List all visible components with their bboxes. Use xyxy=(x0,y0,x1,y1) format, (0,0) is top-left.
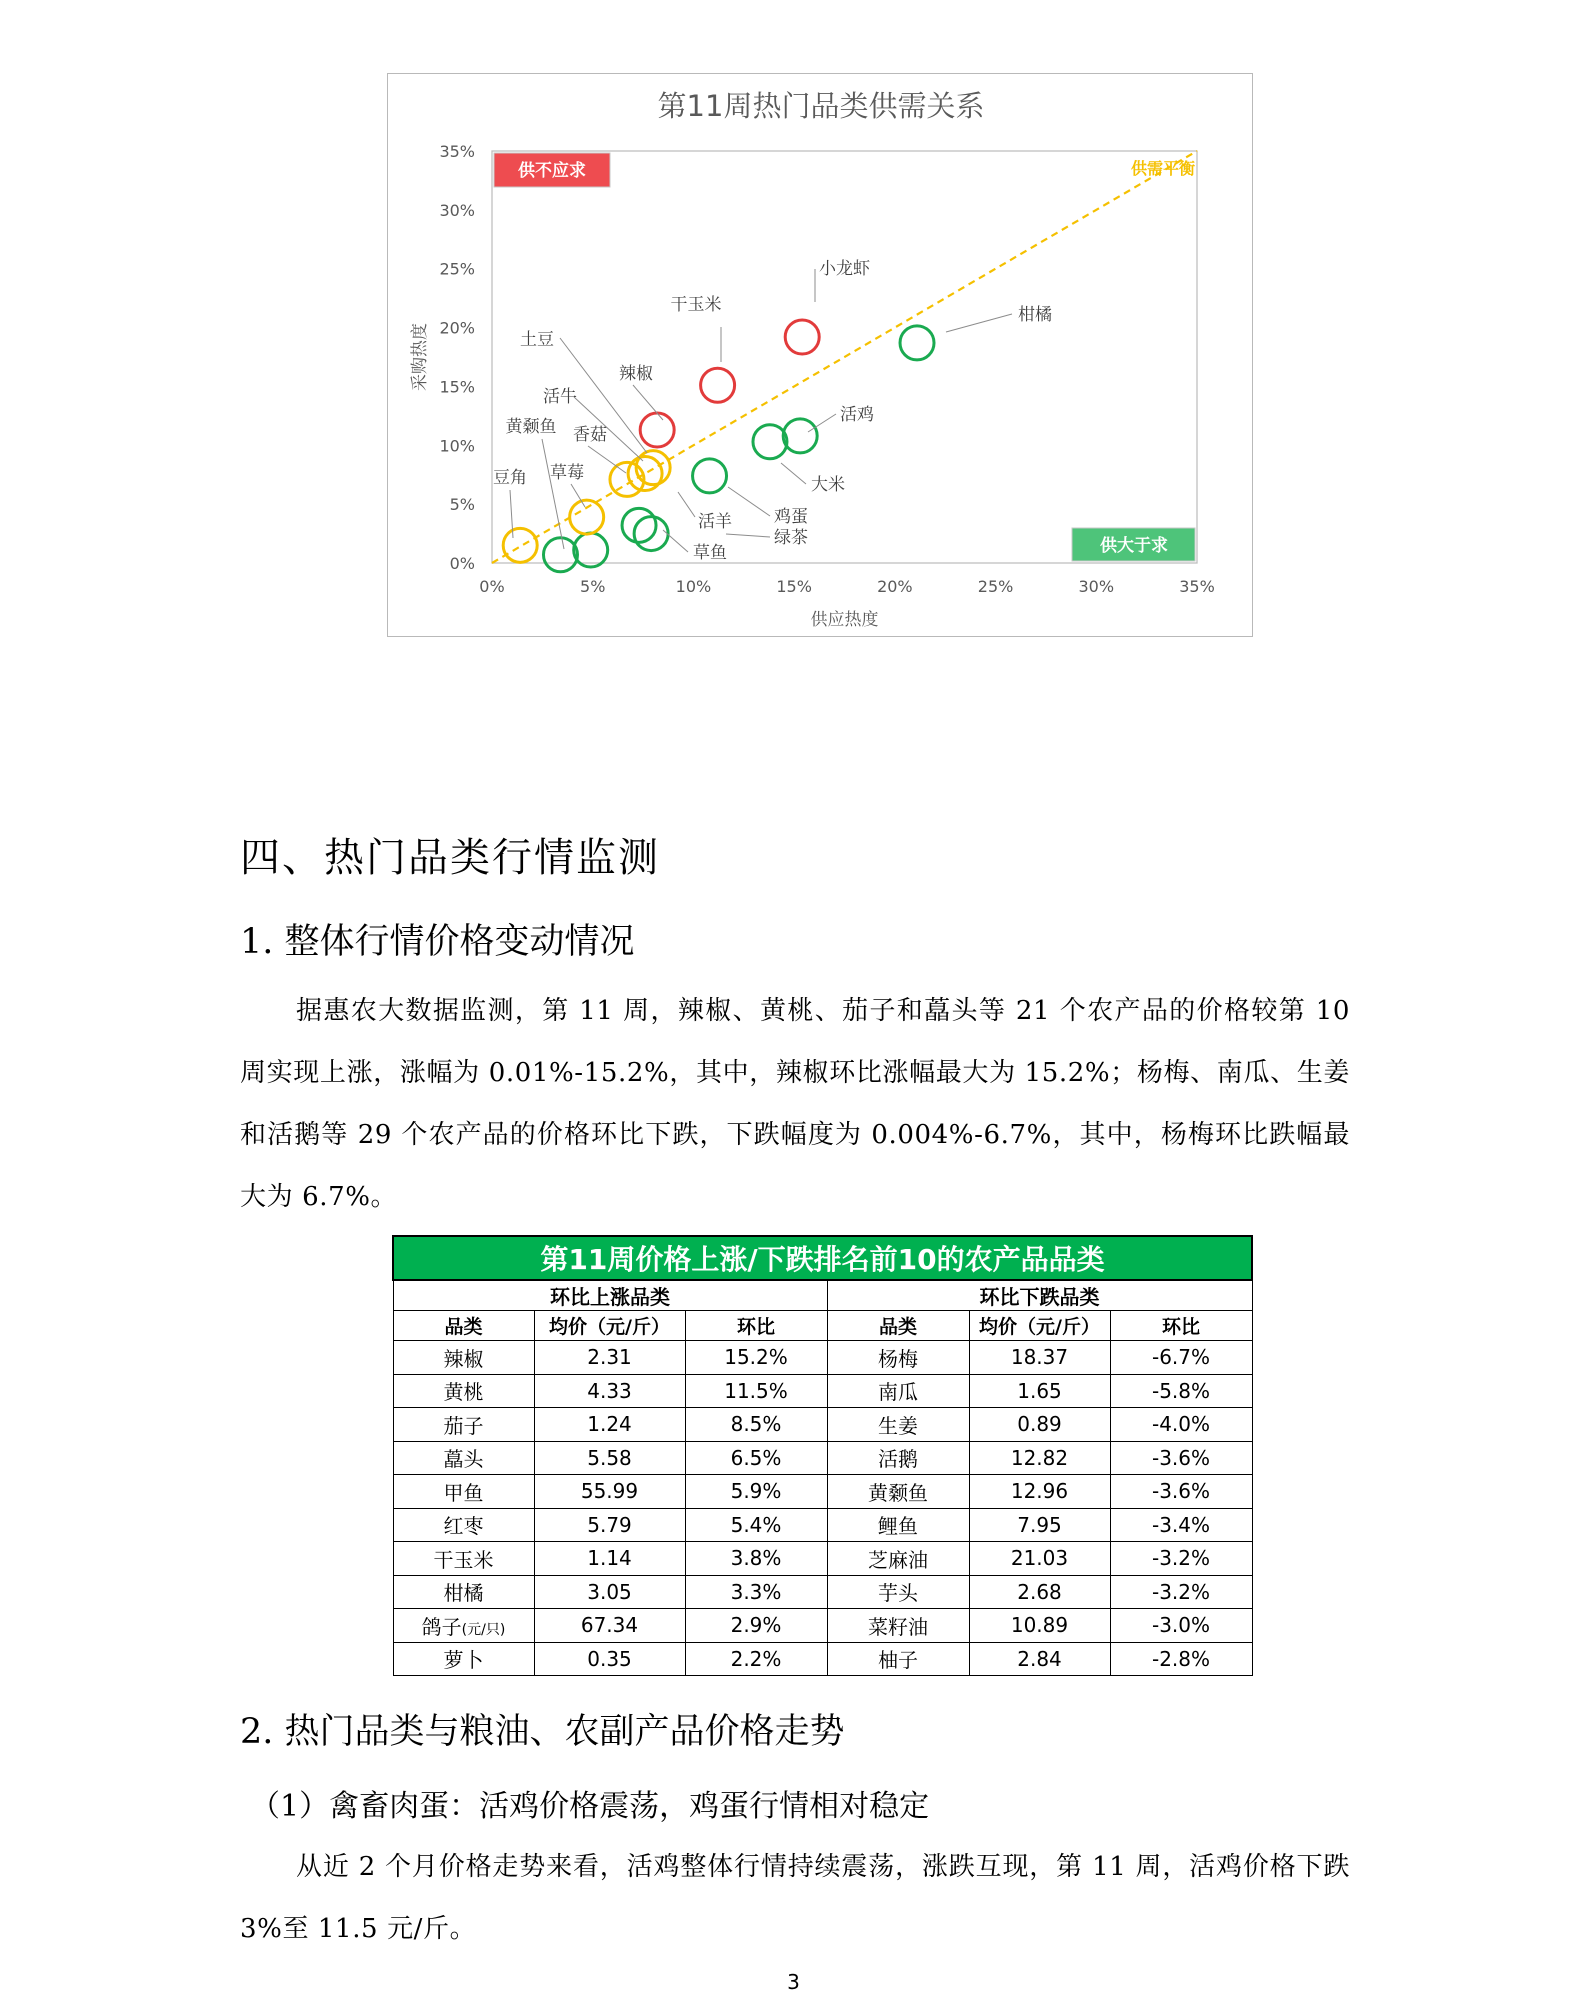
y-axis-label: 采购热度 xyxy=(410,323,430,391)
up-category-text: 萝卜 xyxy=(443,1648,484,1673)
up-category-cell xyxy=(393,1642,534,1676)
down-change-text: -3.6% xyxy=(1151,1445,1211,1470)
data-point xyxy=(701,368,735,402)
up-price-text: 2.31 xyxy=(587,1345,632,1370)
excess-supply-label: 供大于求 xyxy=(1100,536,1168,556)
data-point xyxy=(503,528,537,562)
up-price-text: 3.05 xyxy=(587,1579,632,1604)
point-label: 活鸡 xyxy=(840,405,874,425)
point-label: 小龙虾 xyxy=(819,259,870,279)
down-change-cell xyxy=(1110,1341,1252,1375)
table-row xyxy=(393,1642,1252,1676)
down-price-cell xyxy=(969,1542,1110,1576)
up-price-cell xyxy=(534,1508,685,1542)
balance-line xyxy=(492,151,1197,563)
down-category-cell xyxy=(827,1609,969,1643)
up-change-cell xyxy=(685,1408,827,1442)
down-price-cell xyxy=(969,1575,1110,1609)
down-category-cell xyxy=(827,1575,969,1609)
y-tick-label: 10% xyxy=(439,436,475,456)
y-tick-label: 15% xyxy=(439,377,475,397)
down-change-cell xyxy=(1110,1508,1252,1542)
down-category-cell xyxy=(827,1374,969,1408)
subheading-overall-price: 1. 整体行情价格变动情况 xyxy=(240,922,635,962)
up-price-text: 5.58 xyxy=(587,1445,632,1470)
up-price-cell xyxy=(534,1441,685,1475)
balance-label: 供需平衡 xyxy=(1130,159,1195,178)
up-price-cell xyxy=(534,1642,685,1676)
x-tick-label: 15% xyxy=(776,577,812,596)
table-row xyxy=(393,1475,1252,1509)
up-change-cell xyxy=(685,1374,827,1408)
up-category-text: 茄子 xyxy=(443,1413,484,1438)
subheading-price-trend: 2. 热门品类与粮油、农副产品价格走势 xyxy=(240,1712,845,1752)
up-category-text: 红枣 xyxy=(443,1514,484,1539)
down-category-text: 杨梅 xyxy=(878,1346,918,1371)
down-change-text: -3.6% xyxy=(1151,1479,1211,1504)
down-category-text: 芋头 xyxy=(878,1581,918,1606)
unit-note: (元/只) xyxy=(461,1621,506,1638)
x-tick-label: 10% xyxy=(675,577,712,596)
data-point xyxy=(634,517,668,551)
down-price-text: 18.37 xyxy=(1010,1345,1069,1370)
column-header-price: 均价（元/斤） xyxy=(534,1311,685,1341)
down-change-cell xyxy=(1110,1475,1252,1509)
up-change-text: 5.9% xyxy=(730,1479,782,1504)
point-label: 活牛 xyxy=(543,387,577,407)
point-label: 干玉米 xyxy=(670,295,722,315)
up-change-text: 5.4% xyxy=(730,1512,782,1537)
down-change-cell xyxy=(1110,1609,1252,1643)
up-change-cell xyxy=(685,1609,827,1643)
down-change-cell xyxy=(1110,1441,1252,1475)
leader-line xyxy=(728,487,770,516)
y-tick-label: 35% xyxy=(439,142,475,161)
up-change-cell xyxy=(685,1542,827,1576)
up-change-cell xyxy=(685,1441,827,1475)
point-label: 黄颡鱼 xyxy=(505,417,557,437)
table-row xyxy=(393,1575,1252,1609)
point-label: 绿茶 xyxy=(774,528,808,548)
up-category-cell xyxy=(393,1408,534,1442)
up-category-text: 黄桃 xyxy=(443,1380,484,1405)
down-category-text: 活鹅 xyxy=(878,1447,918,1472)
x-tick-label: 20% xyxy=(877,577,913,596)
leader-line xyxy=(726,534,770,537)
up-category-cell xyxy=(393,1374,534,1408)
table-row xyxy=(393,1341,1252,1375)
up-category-text: 柑橘 xyxy=(443,1581,484,1606)
up-price-cell xyxy=(534,1575,685,1609)
data-point xyxy=(570,500,604,534)
down-category-cell xyxy=(827,1542,969,1576)
down-change-text: -3.2% xyxy=(1151,1579,1211,1604)
column-header-price: 均价（元/斤） xyxy=(969,1311,1110,1341)
up-category-text: 干玉米 xyxy=(433,1547,494,1572)
excess-demand-label: 供不应求 xyxy=(518,161,586,181)
down-change-cell xyxy=(1110,1542,1252,1576)
table-row xyxy=(393,1508,1252,1542)
up-change-cell xyxy=(685,1575,827,1609)
down-category-text: 南瓜 xyxy=(878,1380,918,1405)
down-change-cell xyxy=(1110,1642,1252,1676)
down-price-text: 12.96 xyxy=(1010,1479,1069,1504)
down-category-cell xyxy=(827,1642,969,1676)
up-change-text: 8.5% xyxy=(730,1412,782,1437)
data-point xyxy=(574,533,608,567)
down-price-cell xyxy=(969,1341,1110,1375)
data-point xyxy=(693,459,727,493)
section-heading: 四、热门品类行情监测 xyxy=(240,835,660,881)
up-price-text: 1.24 xyxy=(587,1412,632,1437)
column-header-category: 品类 xyxy=(827,1311,969,1341)
price-ranking-table xyxy=(392,1235,1253,1676)
data-point xyxy=(543,538,577,572)
x-tick-label: 0% xyxy=(479,577,505,596)
point-label: 鸡蛋 xyxy=(774,507,808,527)
leader-line xyxy=(678,492,695,517)
down-price-cell xyxy=(969,1374,1110,1408)
x-tick-label: 30% xyxy=(1078,577,1115,596)
point-label: 活羊 xyxy=(698,512,732,532)
up-category-cell xyxy=(393,1575,534,1609)
down-category-cell xyxy=(827,1475,969,1509)
data-point xyxy=(753,425,787,459)
y-tick-label: 30% xyxy=(439,200,475,220)
point-label: 草鱼 xyxy=(693,543,727,563)
down-price-text: 12.82 xyxy=(1010,1445,1069,1470)
up-price-cell xyxy=(534,1542,685,1576)
down-price-text: 0.89 xyxy=(1017,1412,1062,1437)
up-change-text: 15.2% xyxy=(724,1345,788,1370)
down-price-cell xyxy=(969,1508,1110,1542)
up-category-cell xyxy=(393,1542,534,1576)
down-price-text: 1.65 xyxy=(1017,1378,1062,1403)
up-price-text: 67.34 xyxy=(580,1613,639,1638)
down-price-text: 21.03 xyxy=(1010,1546,1069,1571)
up-category-cell xyxy=(393,1609,534,1643)
up-category-text: 藠头 xyxy=(443,1447,484,1472)
down-change-text: -3.4% xyxy=(1151,1512,1211,1537)
up-change-cell xyxy=(685,1341,827,1375)
up-change-cell xyxy=(685,1642,827,1676)
data-point xyxy=(783,419,817,453)
chart-title: 第11周热门品类供需关系 xyxy=(657,89,985,123)
down-price-text: 2.84 xyxy=(1017,1646,1062,1671)
up-price-text: 4.33 xyxy=(587,1378,632,1403)
point-label: 豆角 xyxy=(493,468,527,488)
point-label: 辣椒 xyxy=(619,364,653,384)
point-label: 土豆 xyxy=(520,330,554,350)
down-price-cell xyxy=(969,1475,1110,1509)
up-change-text: 6.5% xyxy=(730,1445,782,1470)
up-price-cell xyxy=(534,1374,685,1408)
up-category-text: 辣椒 xyxy=(443,1346,484,1371)
up-category-cell xyxy=(393,1475,534,1509)
up-price-text: 1.14 xyxy=(587,1546,632,1571)
supply-demand-chart xyxy=(387,73,1253,637)
down-price-text: 2.68 xyxy=(1017,1579,1062,1604)
down-change-text: -3.2% xyxy=(1151,1546,1211,1571)
down-change-text: -4.0% xyxy=(1151,1412,1211,1437)
down-price-text: 7.95 xyxy=(1017,1512,1062,1537)
down-category-cell xyxy=(827,1341,969,1375)
up-category-cell xyxy=(393,1508,534,1542)
point-label: 大米 xyxy=(811,475,845,495)
up-price-text: 0.35 xyxy=(587,1646,632,1671)
up-change-text: 11.5% xyxy=(724,1378,788,1403)
group-header-up: 环比上涨品类 xyxy=(393,1280,827,1311)
point-label: 香菇 xyxy=(573,425,607,445)
down-category-text: 生姜 xyxy=(878,1413,918,1438)
down-category-text: 芝麻油 xyxy=(868,1547,928,1572)
y-tick-label: 20% xyxy=(439,318,475,338)
data-point xyxy=(610,462,644,496)
down-change-text: -5.8% xyxy=(1151,1378,1211,1403)
down-price-cell xyxy=(969,1441,1110,1475)
down-category-cell xyxy=(827,1408,969,1442)
column-header-category: 品类 xyxy=(393,1311,534,1341)
down-category-cell xyxy=(827,1508,969,1542)
table-row xyxy=(393,1609,1252,1643)
table-title: 第11周价格上涨/下跌排名前10的农产品品类 xyxy=(393,1236,1252,1280)
data-point xyxy=(785,320,819,354)
down-change-text: -6.7% xyxy=(1151,1345,1211,1370)
leader-line xyxy=(781,463,806,484)
up-change-text: 2.2% xyxy=(730,1646,782,1671)
down-price-text: 10.89 xyxy=(1010,1613,1069,1638)
point-label: 柑橘 xyxy=(1018,305,1052,325)
x-axis-label: 供应热度 xyxy=(810,610,879,630)
x-tick-label: 35% xyxy=(1179,577,1215,596)
down-category-text: 菜籽油 xyxy=(868,1614,928,1639)
up-price-cell xyxy=(534,1408,685,1442)
down-category-text: 柚子 xyxy=(878,1648,918,1673)
page-number: 3 xyxy=(787,1970,800,1994)
up-change-text: 3.8% xyxy=(730,1546,782,1571)
up-category-text: 甲鱼 xyxy=(443,1480,484,1505)
paragraph-overall-price: 据惠农大数据监测，第 11 周，辣椒、黄桃、茄子和藠头等 21 个农产品的价格较第 10 周实现上涨，涨幅为 0.01%-15.2%，其中，辣椒环比涨幅最大为 15.2%；杨梅、南瓜、生姜和活鹅等 29 个农产品的价格环比下跌，下跌幅度为 0.004%-6.7%，其中，杨梅环比跌幅最大为 6.7%。 xyxy=(240,996,1350,1212)
down-change-text: -3.0% xyxy=(1151,1613,1211,1638)
up-price-text: 55.99 xyxy=(580,1479,639,1504)
group-header-down: 环比下跌品类 xyxy=(827,1280,1252,1311)
up-category-cell xyxy=(393,1441,534,1475)
up-change-cell xyxy=(685,1475,827,1509)
table-row xyxy=(393,1542,1252,1576)
up-category-text: 鸽子 xyxy=(421,1614,462,1639)
x-tick-label: 25% xyxy=(977,577,1014,596)
x-tick-label: 5% xyxy=(580,577,606,596)
up-change-text: 3.3% xyxy=(730,1579,782,1604)
paragraph-poultry: 从近 2 个月价格走势来看，活鸡整体行情持续震荡，涨跌互现，第 11 周，活鸡价格下跌 3%至 11.5 元/斤。 xyxy=(240,1852,1350,1944)
data-point xyxy=(622,508,656,542)
down-change-cell xyxy=(1110,1374,1252,1408)
up-price-cell xyxy=(534,1609,685,1643)
table-row xyxy=(393,1374,1252,1408)
down-price-cell xyxy=(969,1642,1110,1676)
y-tick-label: 0% xyxy=(449,554,475,573)
data-point xyxy=(640,413,674,447)
down-change-cell xyxy=(1110,1408,1252,1442)
down-price-cell xyxy=(969,1609,1110,1643)
up-category-cell xyxy=(393,1341,534,1375)
up-price-text: 5.79 xyxy=(587,1512,632,1537)
table-row xyxy=(393,1408,1252,1442)
y-tick-label: 25% xyxy=(439,259,475,279)
column-header-change: 环比 xyxy=(685,1311,827,1341)
y-tick-label: 5% xyxy=(449,495,475,515)
chart-svg xyxy=(388,74,1254,638)
down-category-cell xyxy=(827,1441,969,1475)
down-change-text: -2.8% xyxy=(1151,1646,1211,1671)
up-change-cell xyxy=(685,1508,827,1542)
table-body xyxy=(393,1341,1252,1676)
column-header-change: 环比 xyxy=(1110,1311,1252,1341)
up-change-text: 2.9% xyxy=(730,1613,782,1638)
up-price-cell xyxy=(534,1341,685,1375)
down-price-cell xyxy=(969,1408,1110,1442)
table-row xyxy=(393,1441,1252,1475)
subheading-poultry: （1）禽畜肉蛋：活鸡价格震荡，鸡蛋行情相对稳定 xyxy=(250,1789,930,1824)
down-category-text: 黄颡鱼 xyxy=(868,1480,928,1505)
up-price-cell xyxy=(534,1475,685,1509)
leader-line xyxy=(588,446,626,473)
down-change-cell xyxy=(1110,1575,1252,1609)
point-label: 草莓 xyxy=(550,463,584,483)
leader-line xyxy=(946,314,1012,332)
down-category-text: 鲤鱼 xyxy=(878,1514,918,1539)
data-point xyxy=(900,326,934,360)
